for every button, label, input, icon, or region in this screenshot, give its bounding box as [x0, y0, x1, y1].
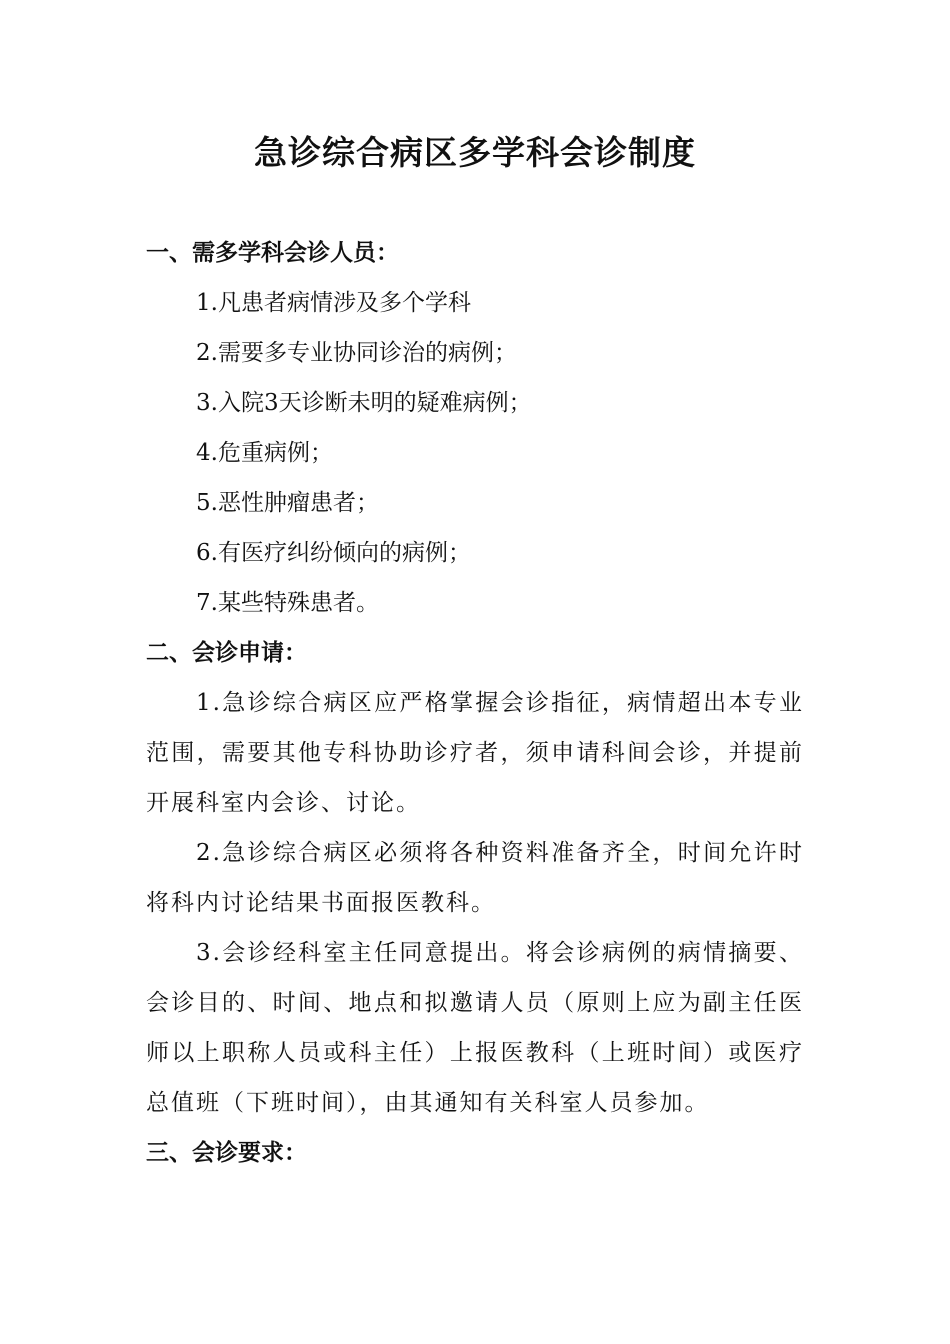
list-item: 3.入院3天诊断未明的疑难病例； [196, 390, 532, 416]
paragraph: 2.急诊综合病区必须将各种资料准备齐全，时间允许时将科内讨论结果书面报医教科。 [146, 840, 804, 916]
list-item: 7.某些特殊患者。 [196, 590, 379, 616]
section-consultation-application [146, 628, 804, 1128]
list-item: 1.凡患者病情涉及多个学科 [196, 290, 471, 316]
section-heading: 一、需多学科会诊人员： [146, 240, 399, 266]
title-spacer [146, 178, 804, 228]
section-consultation-personnel [146, 228, 804, 628]
paragraph: 1.急诊综合病区应严格掌握会诊指征，病情超出本专业范围，需要其他专科协助诊疗者，须申请科间会诊，并提前开展科室内会诊、讨论。 [146, 690, 804, 816]
section-heading: 二、会诊申请： [146, 640, 307, 666]
document-title: 急诊综合病区多学科会诊制度 [254, 133, 696, 172]
list-item: 5.恶性肿瘤患者； [196, 490, 379, 516]
section-heading: 三、会诊要求： [146, 1140, 307, 1166]
list-item: 6.有医疗纠纷倾向的病例； [196, 540, 471, 566]
section-consultation-requirements [146, 1128, 804, 1178]
list-item: 4.危重病例； [196, 440, 333, 466]
list-item: 2.需要多专业协同诊治的病例； [196, 340, 517, 366]
paragraph: 3.会诊经科室主任同意提出。将会诊病例的病情摘要、会诊目的、时间、地点和拟邀请人员（原则上应为副主任医师以上职称人员或科主任）上报医教科（上班时间）或医疗总值班（下班时间），由其通知有关科室人员参加。 [146, 940, 804, 1116]
